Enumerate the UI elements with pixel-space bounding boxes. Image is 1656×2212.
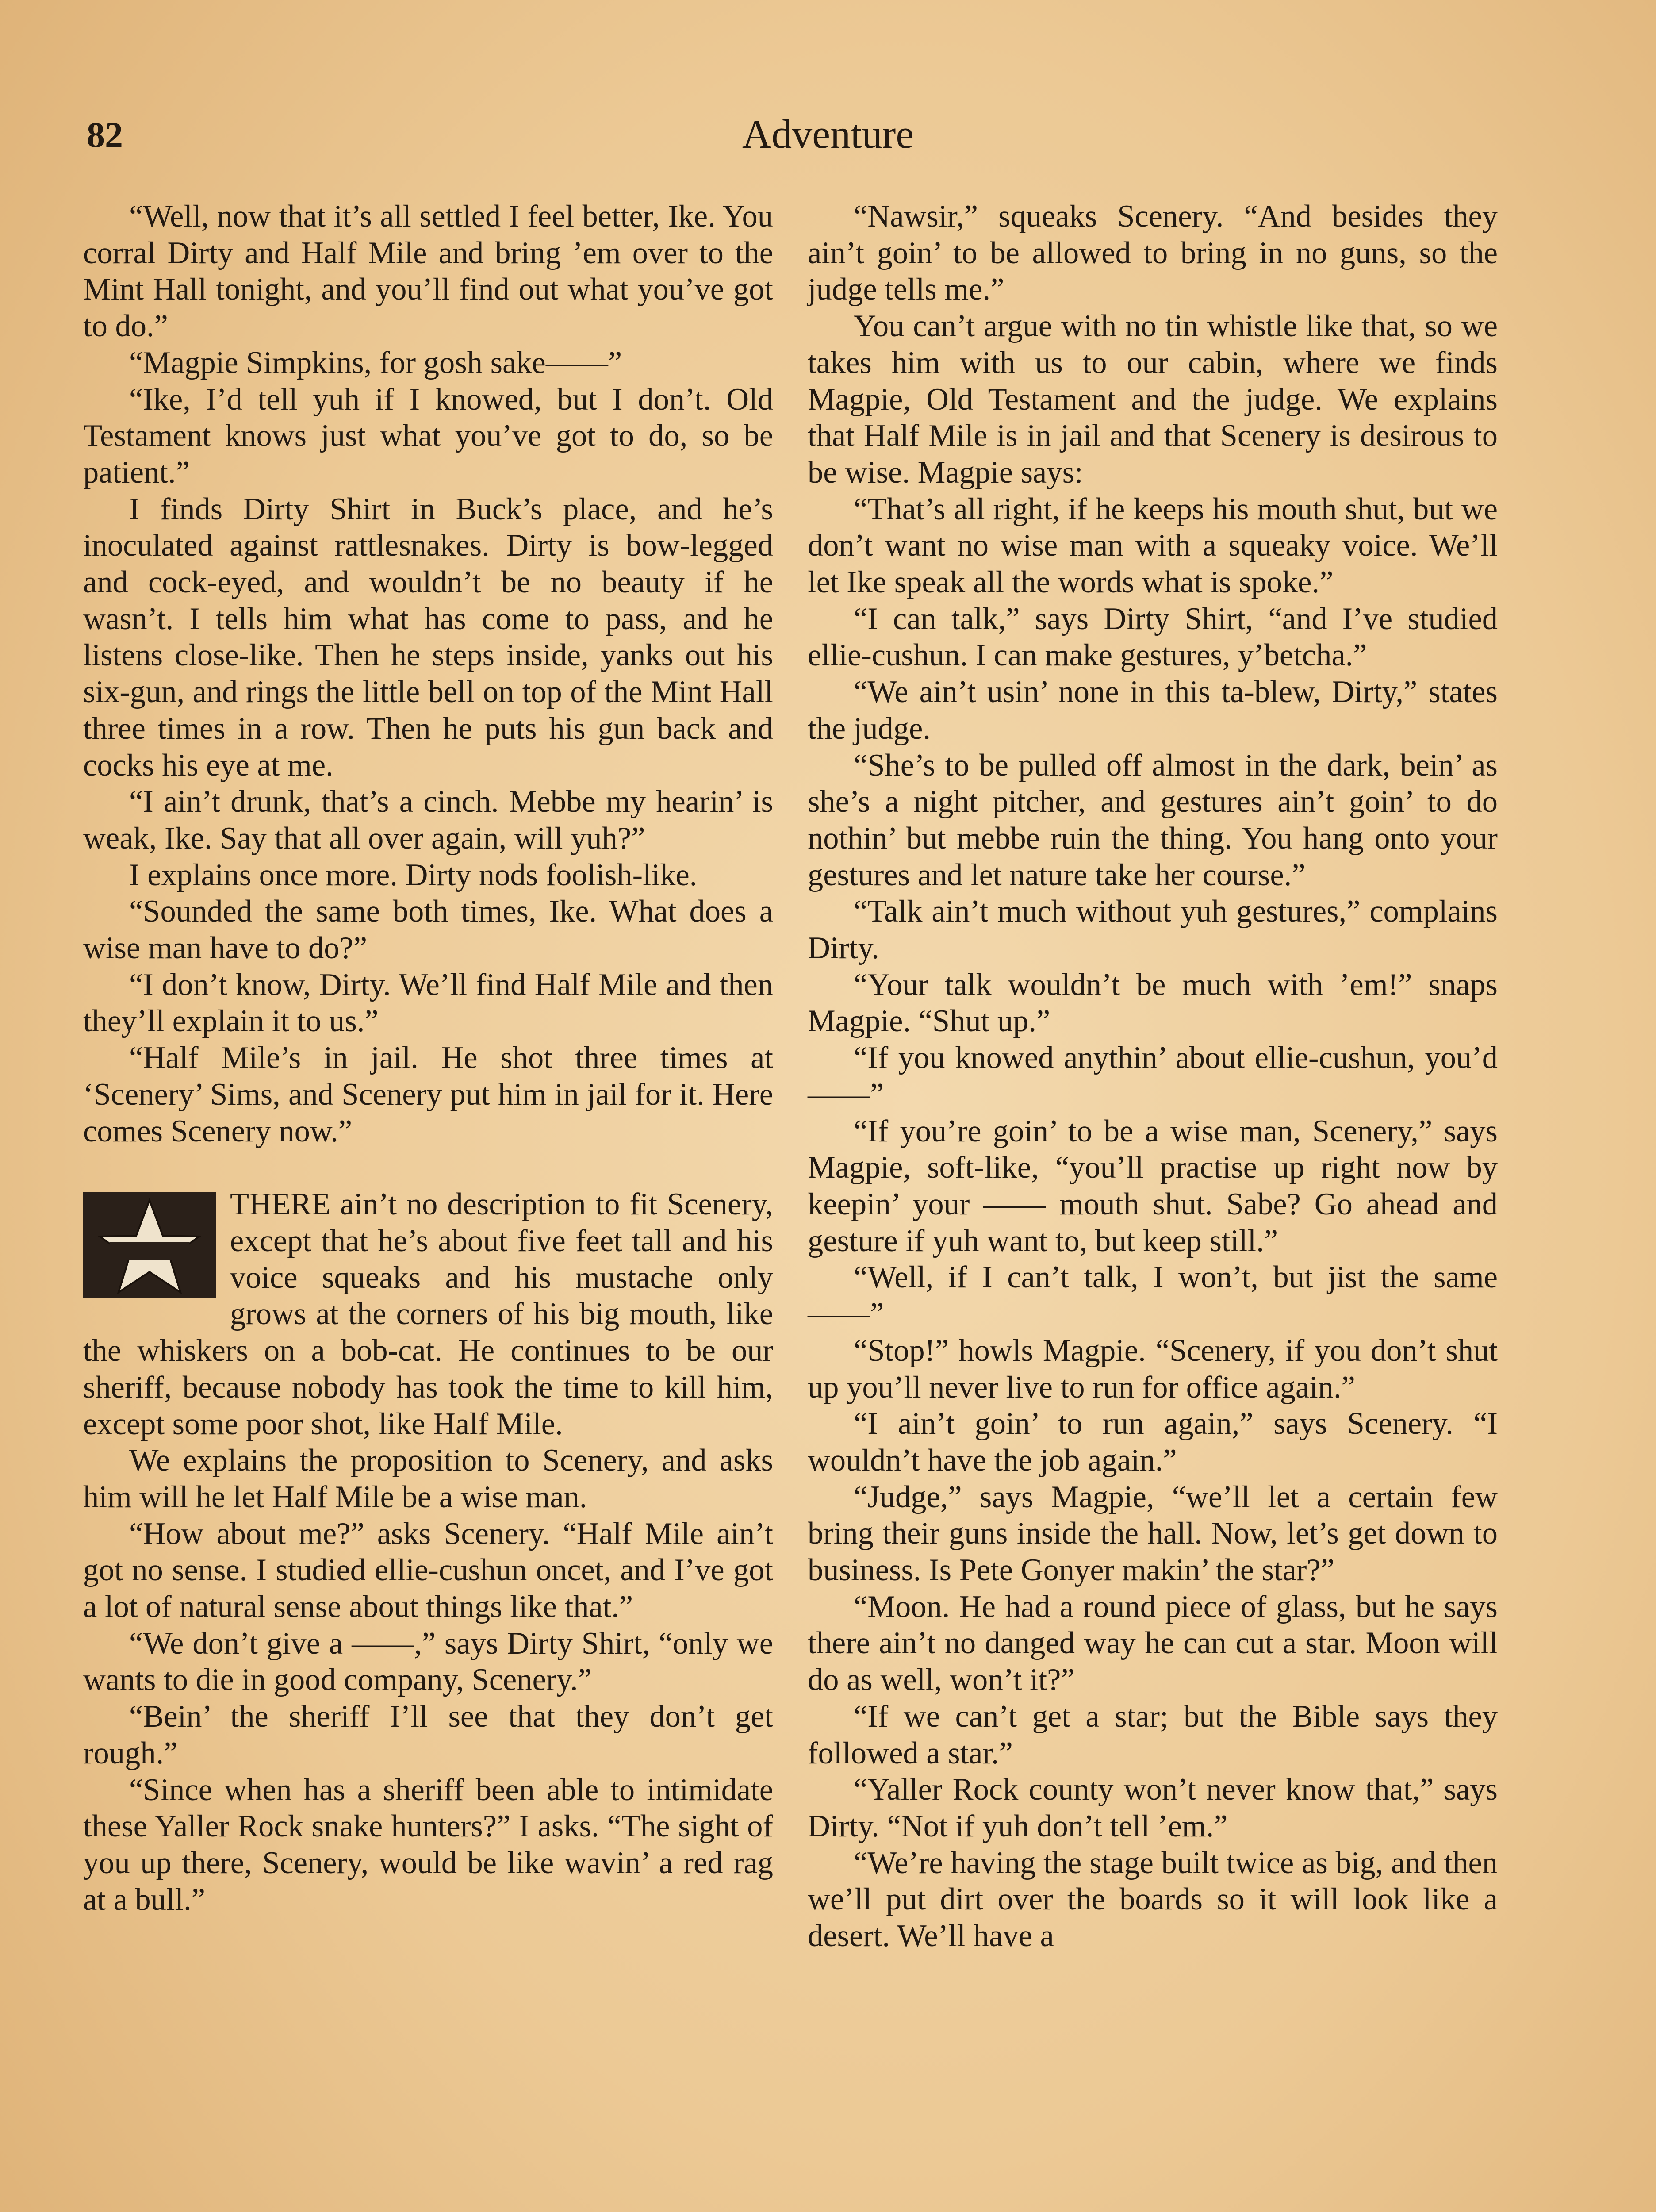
paragraph: “I ain’t goin’ to run again,” says Scenery. “I wouldn’t have the job again.”	[808, 1406, 1498, 1478]
paragraph: “Well, if I can’t talk, I won’t, but jist the same——”	[808, 1260, 1498, 1332]
paragraph: “Stop!” howls Magpie. “Scenery, if you don’t shut up you’ll never live to run for office again.”	[808, 1333, 1498, 1405]
paragraph: “We’re having the stage built twice as big, and then we’ll put dirt over the boards so it will look like a desert. We’ll have a	[808, 1845, 1498, 1954]
paragraph: “Judge,” says Magpie, “we’ll let a certain few bring their guns inside the hall. Now, let’s get down to business. Is Pete Gonyer makin’ the star?”	[808, 1479, 1498, 1588]
paragraph: “Half Mile’s in jail. He shot three times at ‘Scenery’ Sims, and Scenery put him in jail for it. Here comes Scenery now.”	[83, 1041, 773, 1148]
section-opening-paragraph: THERE ain’t no description to fit Scenery, except that he’s about five feet tall and his voice squeaks and his mustache only grows at the corners of his big mouth, like the whiskers on a bob-cat. He continues to be our sheriff, because nobody has took the time to kill him, except some poor shot, like Half Mile.	[83, 1187, 773, 1441]
paragraph: “She’s to be pulled off almost in the dark, bein’ as she’s a night pitcher, and gestures ain’t goin’ to do nothin’ but mebbe ruin the thing. You hang onto your gestures and let nature take her course.”	[808, 748, 1498, 892]
paragraph: “How about me?” asks Scenery. “Half Mile ain’t got no sense. I studied ellie-cushun oncet, and I’ve got a lot of natural sense about things like that.”	[83, 1516, 773, 1624]
paragraph: “We don’t give a ——,” says Dirty Shirt, “only we wants to die in good company, Scenery.”	[83, 1626, 773, 1697]
paragraph: “That’s all right, if he keeps his mouth shut, but we don’t want no wise man with a squeaky voice. We’ll let Ike speak all the words what is spoke.”	[808, 492, 1498, 600]
paragraph: “Your talk wouldn’t be much with ’em!” snaps Magpie. “Shut up.”	[808, 967, 1498, 1039]
paragraph: “If we can’t get a star; but the Bible says they followed a star.”	[808, 1699, 1498, 1770]
paragraph: You can’t argue with no tin whistle like that, so we takes him with us to our cabin, where we finds Magpie, Old Testament and the judge. We explains that Half Mile is in jail and that Scenery is desirous to be wise. Magpie says:	[808, 309, 1498, 490]
running-head: Adventure	[742, 111, 914, 157]
paragraph: “Yaller Rock county won’t never know that,” says Dirty. “Not if yuh don’t tell ’em.”	[808, 1772, 1498, 1843]
paragraph: “Bein’ the sheriff I’ll see that they don’t get rough.”	[83, 1699, 773, 1770]
paragraph: “Well, now that it’s all settled I feel better, Ike. You corral Dirty and Half Mile and bring ’em over to the Mint Hall tonight, and you’ll find out what you’ve got to do.”	[83, 199, 773, 344]
right-column	[808, 198, 1498, 1955]
paragraph: “Magpie Simpkins, for gosh sake——”	[129, 345, 622, 380]
page-number: 82	[87, 115, 123, 155]
paragraph: “We ain’t usin’ none in this ta-blew, Dirty,” states the judge.	[808, 675, 1498, 746]
paragraph: “I don’t know, Dirty. We’ll find Half Mile and then they’ll explain it to us.”	[83, 967, 773, 1039]
paragraph: “Since when has a sheriff been able to intimidate these Yaller Rock snake hunters?” I asks. “The sight of you up there, Scenery, would be like wavin’ a red rag at a bull.”	[83, 1772, 773, 1917]
paragraph: We explains the proposition to Scenery, and asks him will he let Half Mile be a wise man.	[83, 1443, 773, 1514]
paragraph: “I can talk,” says Dirty Shirt, “and I’ve studied ellie-cushun. I can make gestures, y’betcha.”	[808, 601, 1498, 673]
section-break	[83, 1149, 773, 1186]
paragraph: I finds Dirty Shirt in Buck’s place, and he’s inoculated against rattlesnakes. Dirty is bow-legged and cock-eyed, and wouldn’t be no beauty if he wasn’t. I tells him what has come to pass, and he listens close-like. Then he steps inside, yanks out his six-gun, and rings the little bell on top of the Mint Hall three times in a row. Then he puts his gun back and cocks his eye at me.	[83, 492, 773, 783]
paragraph: “Talk ain’t much without yuh gestures,” complains Dirty.	[808, 894, 1498, 966]
star-icon	[83, 1192, 216, 1298]
paragraph: “I ain’t drunk, that’s a cinch. Mebbe my hearin’ is weak, Ike. Say that all over again, will yuh?”	[83, 784, 773, 856]
paragraph: “Ike, I’d tell yuh if I knowed, but I don’t. Old Testament knows just what you’ve got to do, so be patient.”	[83, 382, 773, 490]
paragraph: “If you knowed anythin’ about ellie-cushun, you’d——”	[808, 1041, 1498, 1112]
paragraph: “Sounded the same both times, Ike. What does a wise man have to do?”	[83, 894, 773, 966]
paragraph: I explains once more. Dirty nods foolish-like.	[129, 857, 698, 892]
paragraph: “Nawsir,” squeaks Scenery. “And besides they ain’t goin’ to be allowed to bring in no guns, so the judge tells me.”	[808, 199, 1498, 307]
sheriff-badge-icon	[83, 1192, 216, 1298]
left-column	[83, 198, 773, 1918]
paragraph: “If you’re goin’ to be a wise man, Scenery,” says Magpie, soft-like, “you’ll practise up right now by keepin’ your —— mouth shut. Sabe? Go ahead and gesture if yuh want to, but keep still.”	[808, 1114, 1498, 1258]
paragraph: “Moon. He had a round piece of glass, but he says there ain’t no danged way he can cut a star. Moon will do as well, won’t it?”	[808, 1589, 1498, 1697]
